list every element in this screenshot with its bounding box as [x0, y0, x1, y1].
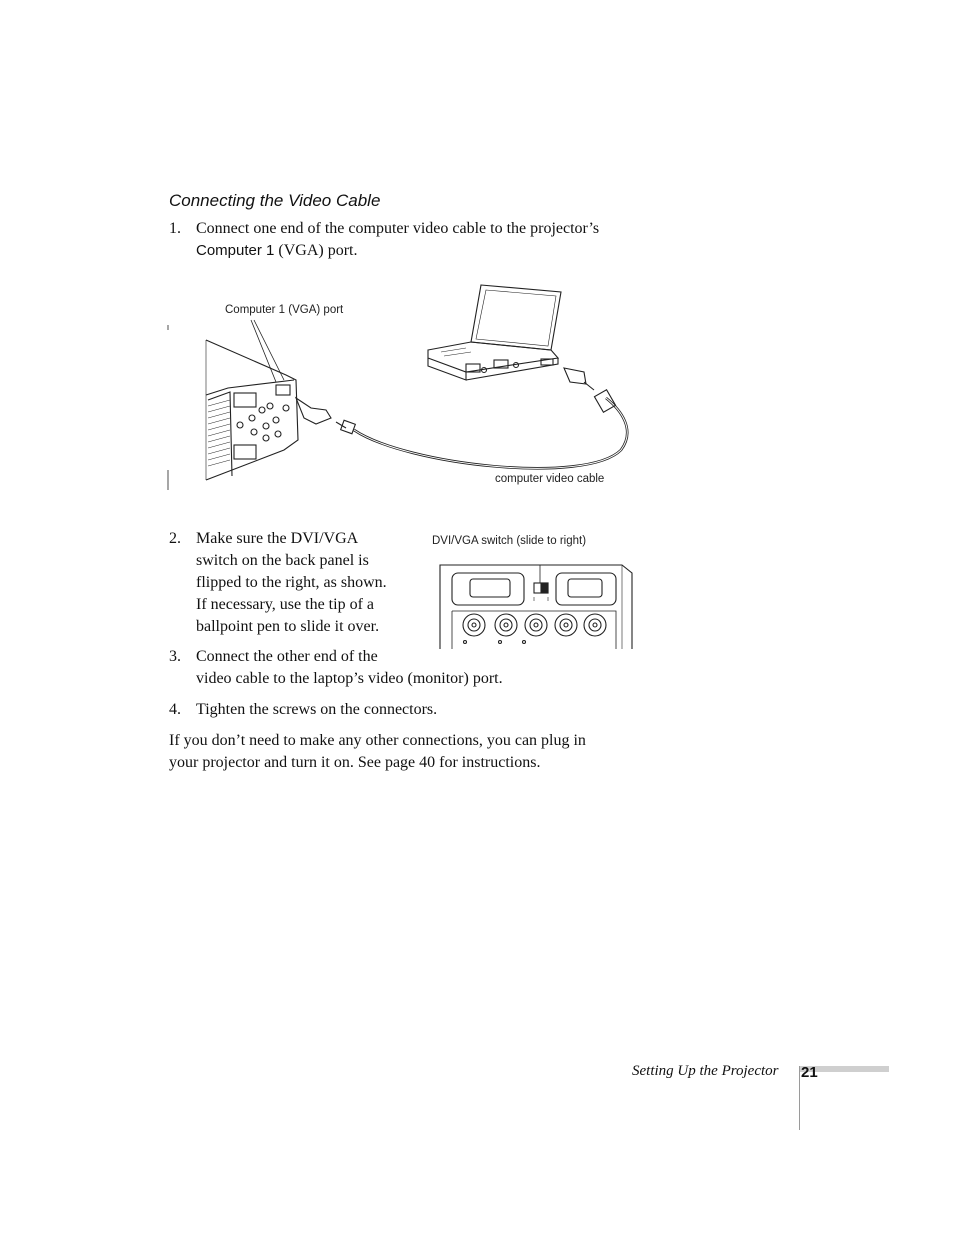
- closing-line: If you don’t need to make any other connections, you can plug in: [169, 732, 586, 749]
- figure-projector-laptop: [166, 280, 636, 495]
- step-4-text: Tighten the screws on the connectors.: [196, 701, 438, 718]
- step-number: 2.: [169, 530, 181, 547]
- page-number: 21: [801, 1064, 818, 1081]
- step-number: 3.: [169, 648, 181, 665]
- step-3-line: video cable to the laptop’s video (monitor) port.: [196, 670, 503, 687]
- step-1-line-1: Connect one end of the computer video cable to the projector’s: [196, 220, 600, 237]
- step-4: [169, 699, 639, 721]
- step-1-rest: (VGA) port.: [274, 242, 358, 259]
- step-1-line-2: [196, 240, 639, 262]
- step-2-line: ballpoint pen to slide it over.: [196, 618, 380, 635]
- footer-chapter-title: Setting Up the Projector: [632, 1063, 779, 1079]
- step-2-line: switch on the back panel is: [196, 552, 369, 569]
- step-number: 1.: [169, 220, 181, 237]
- port-name: Computer 1: [196, 242, 275, 259]
- step-number: 4.: [169, 701, 181, 718]
- step-2-line: Make sure the DVI/VGA: [196, 530, 359, 547]
- step-2-line: flipped to the right, as shown.: [196, 574, 387, 591]
- label-dvi-vga-switch: DVI/VGA switch (slide to right): [432, 535, 587, 547]
- step-3: [169, 646, 639, 690]
- step-3-line: Connect the other end of the: [196, 648, 378, 665]
- label-vga-port: Computer 1 (VGA) port: [225, 304, 344, 316]
- closing-line: your projector and turn it on. See page 40 for instructions.: [169, 754, 541, 771]
- back-panel-illustration: [430, 553, 635, 651]
- step-2: [169, 528, 409, 638]
- footer-vertical-rule: [799, 1066, 800, 1130]
- step-2-line: If necessary, use the tip of a: [196, 596, 374, 613]
- section-title: Connecting the Video Cable: [169, 191, 381, 210]
- step-1: [169, 218, 639, 262]
- closing-paragraph: [169, 730, 639, 774]
- label-video-cable: computer video cable: [495, 473, 605, 485]
- figure-dvi-vga-switch: [430, 533, 635, 651]
